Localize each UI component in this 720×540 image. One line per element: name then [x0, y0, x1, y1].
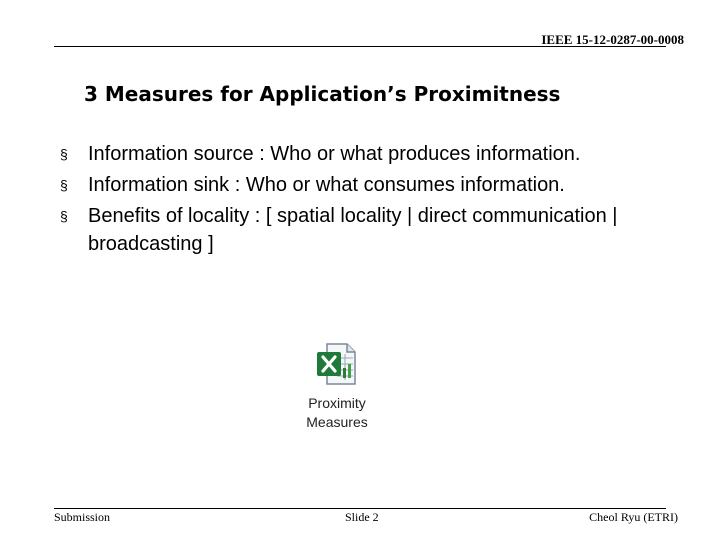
object-label-line1: Proximity	[308, 395, 366, 411]
bullet-marker-icon: §	[60, 177, 68, 193]
header-divider	[54, 46, 666, 47]
bullet-item	[60, 171, 690, 199]
bullet-item	[60, 140, 690, 168]
object-label-line2: Measures	[306, 414, 368, 430]
bullet-marker-icon: §	[60, 208, 68, 224]
document-id: IEEE 15-12-0287-00-0008	[541, 32, 684, 47]
footer-author: Cheol Ryu (ETRI)	[589, 510, 678, 524]
footer-slide-number: Slide 2	[345, 510, 379, 524]
embedded-excel-object[interactable]	[292, 340, 382, 432]
bullet-text: Information sink : Who or what consumes information.	[88, 174, 565, 196]
footer-submission: Submission	[54, 510, 111, 524]
slide-title: 3 Measures for Application’s Proximitness	[84, 82, 561, 106]
footer-divider	[54, 508, 666, 509]
bullet-item	[60, 202, 690, 258]
bullet-marker-icon: §	[60, 146, 68, 162]
bullet-text: Information source : Who or what produces information.	[88, 143, 581, 165]
bullet-list	[60, 140, 690, 261]
excel-file-icon[interactable]	[313, 340, 361, 388]
bullet-text: Benefits of locality : [ spatial locality | direct communication | broadcasting ]	[88, 205, 618, 255]
